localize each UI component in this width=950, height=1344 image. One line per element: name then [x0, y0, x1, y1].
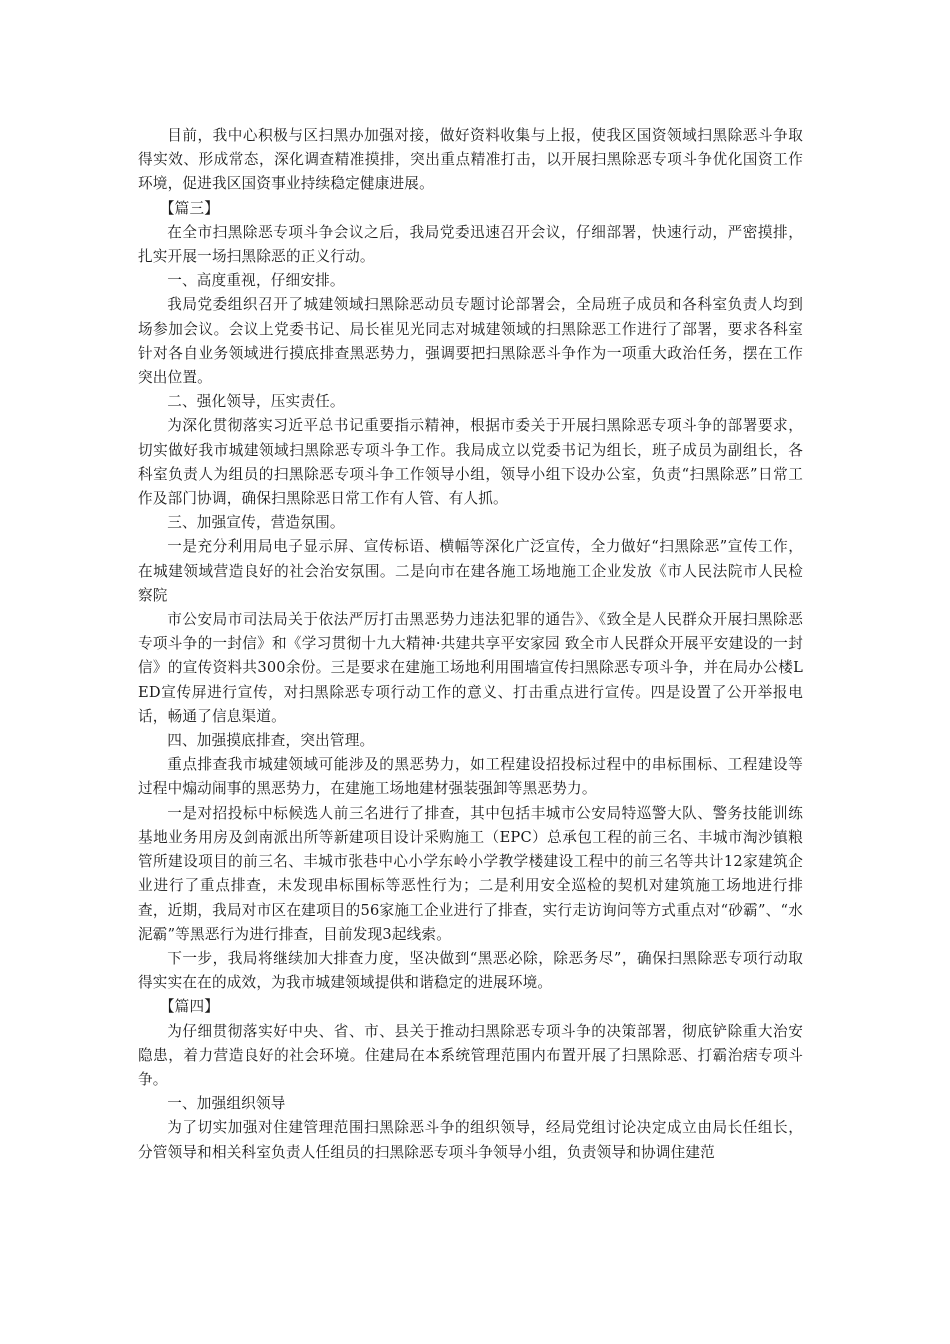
paragraph: 一、加强组织领导 — [167, 1095, 286, 1113]
paragraph: 四、加强摸底排查，突出管理。 — [167, 732, 375, 750]
paragraph: 重点排查我市城建领域可能涉及的黑恶势力，如工程建设招投标过程中的串标围标、工程建设等过程中煽动闹事的黑恶势力，在建施工场地建材强装强卸等黑恶势力。 — [138, 756, 803, 798]
section-heading: 【篇三】 — [159, 199, 220, 217]
paragraph: 三、加强宣传，营造氛围。 — [167, 514, 345, 532]
paragraph: 市公安局市司法局关于依法严厉打击黑恶势力违法犯罪的通告》、《致全是人民群众开展扫黑除恶专项斗争的一封信》和《学习贯彻十九大精神·共建共享平安家园 致全市人民群众开展平安建设的一封信》的宣传资料共300余份。三是要求在建施工场地利用围墙宣传扫黑除恶专项斗争，并在局办公楼LED宣传屏进行宣传，对扫黑除恶专项行动工作的意义、打击重点进行宣传。四是设置了公开举报电话，畅通了信息渠道。 — [138, 611, 803, 725]
document-body — [138, 124, 803, 1165]
paragraph: 下一步，我局将继续加大排查力度，坚决做到“黑恶必除，除恶务尽”，确保扫黑除恶专项行动取得实实在在的成效，为我市城建领域提供和谐稳定的进展环境。 — [138, 949, 803, 992]
section-heading: 【篇四】 — [159, 998, 220, 1016]
paragraph: 一、高度重视，仔细安排。 — [167, 272, 345, 290]
paragraph: 一是对招投标中标候选人前三名进行了排查，其中包括丰城市公安局特巡警大队、警务技能训练基地业务用房及剑南派出所等新建项目设计采购施工（EPC）总承包工程的前三名、丰城市淘沙镇粮管所建设项目的前三名、丰城市张巷中心小学东岭小学教学楼建设工程中的前三名等共计12家建筑企业进行了重点排查，未发现串标围标等恶性行为；二是利用安全巡检的契机对建筑施工场地进行排查，近期，我局对市区在建项目的56家施工企业进行了排查，实行走访询问等方式重点对“砂霸”、“水泥霸”等黑恶行为进行排查，目前发现3起线索。 — [138, 804, 803, 943]
paragraph: 在全市扫黑除恶专项斗争会议之后，我局党委迅速召开会议，仔细部署，快速行动，严密摸排，扎实开展一场扫黑除恶的正义行动。 — [138, 223, 803, 266]
paragraph: 为了切实加强对住建管理范围扫黑除恶斗争的组织领导，经局党组讨论决定成立由局长任组长，分管领导和相关科室负责人任组员的扫黑除恶专项斗争领导小组，负责领导和协调住建范 — [138, 1119, 803, 1161]
paragraph: 我局党委组织召开了城建领域扫黑除恶动员专题讨论部署会，全局班子成员和各科室负责人均到场参加会议。会议上党委书记、局长崔见光同志对城建领域的扫黑除恶工作进行了部署，要求各科室针对各自业务领域进行摸底排查黑恶势力，强调要把扫黑除恶斗争作为一项重大政治任务，摆在工作突出位置。 — [138, 296, 803, 387]
paragraph: 一是充分利用局电子显示屏、宣传标语、横幅等深化广泛宣传，全力做好“扫黑除恶”宣传工作，在城建领域营造良好的社会治安氛围。二是向市在建各施工场地施工企业发放《市人民法院市人民检察院 — [138, 538, 803, 604]
paragraph: 为深化贯彻落实习近平总书记重要指示精神，根据市委关于开展扫黑除恶专项斗争的部署要求，切实做好我市城建领域扫黑除恶专项斗争工作。我局成立以党委书记为组长，班子成员为副组长，各科室负责人为组员的扫黑除恶专项斗争工作领导小组，领导小组下设办公室，负责“扫黑除恶”日常工作及部门协调，确保扫黑除恶日常工作有人管、有人抓。 — [138, 417, 803, 508]
paragraph: 为仔细贯彻落实好中央、省、市、县关于推动扫黑除恶专项斗争的决策部署，彻底铲除重大治安隐患，着力营造良好的社会环境。住建局在本系统管理范围内布置开展了扫黑除恶、打霸治痞专项斗争。 — [138, 1022, 803, 1088]
paragraph: 目前，我中心积极与区扫黑办加强对接，做好资料收集与上报，使我区国资领域扫黑除恶斗争取得实效、形成常态，深化调查精准摸排，突出重点精准打击，以开展扫黑除恶专项斗争优化国资工作环境，促进我区国资事业持续稳定健康进展。 — [138, 127, 803, 193]
paragraph: 二、强化领导，压实责任。 — [167, 393, 345, 411]
